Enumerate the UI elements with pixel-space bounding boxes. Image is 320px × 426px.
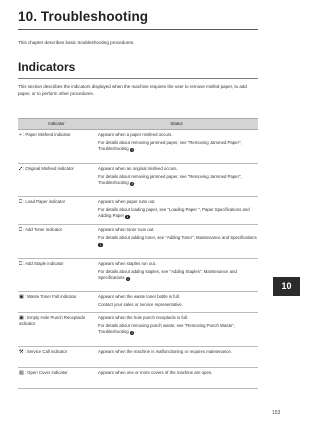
table-header-row (18, 119, 258, 130)
status-text: For details about adding staples, see "Adding Staples", Maintenance and Specifications (98, 268, 237, 281)
chapter-title: 10. Troubleshooting (18, 9, 149, 24)
indicator-cell (18, 291, 95, 312)
status-line: For details about adding staples, see "Adding Staples", Maintenance and Specifications i . (98, 268, 237, 281)
waste-toner-full-icon: ▣ (19, 293, 24, 300)
status-text: Appears when the hole punch receptacle is full. (98, 315, 189, 321)
paper-misfeed-icon: ⑃ (19, 132, 23, 138)
table-row (18, 313, 258, 347)
info-reference-icon[interactable]: i (127, 276, 129, 281)
info-reference-icon[interactable]: i (131, 330, 133, 335)
indicator-label: : Load Paper indicator (23, 199, 66, 204)
table-row (18, 197, 258, 225)
load-paper-icon: ⎕ (19, 199, 23, 205)
indicators-table (18, 118, 258, 389)
status-text: For details about removing jammed paper, see "Removing Jammed Paper", Troubleshooting (98, 174, 242, 186)
indicator-cell (18, 368, 95, 389)
status-line (98, 294, 258, 300)
status-line (98, 370, 258, 376)
table-row (18, 258, 258, 291)
status-line: For details about adding toner, see "Adding Toner", Maintenance and Specifications i . (98, 234, 257, 247)
header-status: Status (95, 119, 258, 130)
indicator-label: : Waste Toner Full indicator (24, 293, 77, 299)
status-text: Appears when one or more covers of the machine are open. (98, 370, 213, 376)
status-line: For details about removing jammed paper, see "Removing Jammed Paper", Troubleshooting i . (98, 140, 242, 152)
status-line: For details about loading paper, see "Loading Paper ", Paper Specifications and Adding Paper i . (98, 207, 250, 219)
info-reference-icon[interactable]: i (131, 181, 133, 186)
status-text: Appears when a paper misfeed occurs. (98, 132, 173, 137)
indicator-cell (18, 258, 95, 291)
empty-hole-punch-icon: ▣ (19, 315, 24, 322)
status-text: For details about removing punch waste, see "Removing Punch Waste", Troubleshooting (98, 323, 235, 335)
status-cell (95, 368, 258, 389)
section-title: Indicators (18, 60, 76, 74)
open-cover-icon: ▧ (19, 370, 24, 377)
status-text: Appears when toner runs out. (98, 226, 155, 232)
chapter-tab: 10 (273, 277, 300, 296)
table-row (18, 368, 258, 389)
status-line (98, 166, 258, 172)
status-text: For details about loading paper, see "Loading Paper ", Paper Specifications and Adding Paper (98, 207, 250, 219)
status-cell (95, 164, 258, 197)
status-cell (95, 224, 258, 258)
indicator-label: : Original Misfeed indicator (23, 166, 74, 171)
status-cell (95, 347, 258, 368)
indicator-label: : Empty Hole Punch Receptacle indicator (19, 315, 86, 327)
status-line (98, 132, 258, 138)
status-text: Contact your sales or service representative. (98, 301, 184, 307)
indicator-label: : Add Staple indicator (23, 260, 64, 266)
status-text: Appears when paper runs out. (98, 199, 156, 204)
status-line (98, 261, 258, 267)
status-line (98, 302, 258, 308)
section-description: This section describes the indicators displayed when the machine requires the user to remove misfed paper, to add paper, or to perform other procedures. (18, 84, 247, 96)
header-indicator: Indicator (18, 119, 95, 130)
indicator-cell (18, 313, 95, 347)
table-row (18, 164, 258, 197)
status-text: For details about removing jammed paper, see "Removing Jammed Paper", Troubleshooting (98, 140, 242, 152)
table-row (18, 224, 258, 258)
status-line (98, 315, 258, 321)
indicator-cell (18, 224, 95, 258)
status-cell (95, 130, 258, 164)
page-number: 153 (272, 410, 281, 416)
status-line (98, 199, 258, 205)
indicator-label: : Open Cover indicator (24, 370, 68, 376)
status-text: For details about adding toner, see "Adding Toner", Maintenance and Specifications (98, 234, 257, 240)
indicator-label: : Add Toner indicator (23, 226, 63, 232)
status-text: Appears when the waste toner bottle is full. (98, 293, 180, 299)
section-divider (18, 78, 258, 79)
status-line: For details about removing punch waste, see "Removing Punch Waste", Troubleshooting i . (98, 323, 235, 335)
info-reference-icon[interactable]: i (99, 242, 101, 247)
add-toner-icon: ⎕ (19, 226, 23, 233)
indicator-cell (18, 197, 95, 225)
info-reference-icon[interactable]: i (127, 214, 128, 219)
status-line (98, 349, 258, 355)
indicator-label: : Service Call indicator (24, 349, 68, 355)
table-row (18, 347, 258, 368)
table-row (18, 291, 258, 312)
status-cell (95, 197, 258, 225)
title-divider (18, 29, 258, 30)
indicator-cell (18, 347, 95, 368)
status-text: Appears when staples run out. (98, 260, 157, 266)
indicator-cell (18, 164, 95, 197)
table-row (18, 130, 258, 164)
status-line: For details about removing jammed paper, see "Removing Jammed Paper", Troubleshooting i . (98, 174, 242, 186)
status-cell (95, 313, 258, 347)
status-line (98, 227, 258, 233)
status-cell (95, 291, 258, 312)
original-misfeed-icon: ⑇ (19, 166, 23, 172)
service-call-icon: ⚒ (19, 349, 24, 356)
status-text: Appears when the machine is malfunctioning or requires maintenance. (98, 349, 232, 355)
indicator-label: : Paper Misfeed indicator (23, 132, 71, 137)
status-cell (95, 258, 258, 291)
status-text: Appears when an original misfeed occurs. (98, 166, 178, 171)
info-reference-icon[interactable]: i (131, 147, 133, 152)
add-staple-icon: ⎕ (19, 260, 23, 267)
chapter-intro: This chapter describes basic troubleshooting procedures. (18, 40, 135, 45)
indicator-cell (18, 130, 95, 164)
